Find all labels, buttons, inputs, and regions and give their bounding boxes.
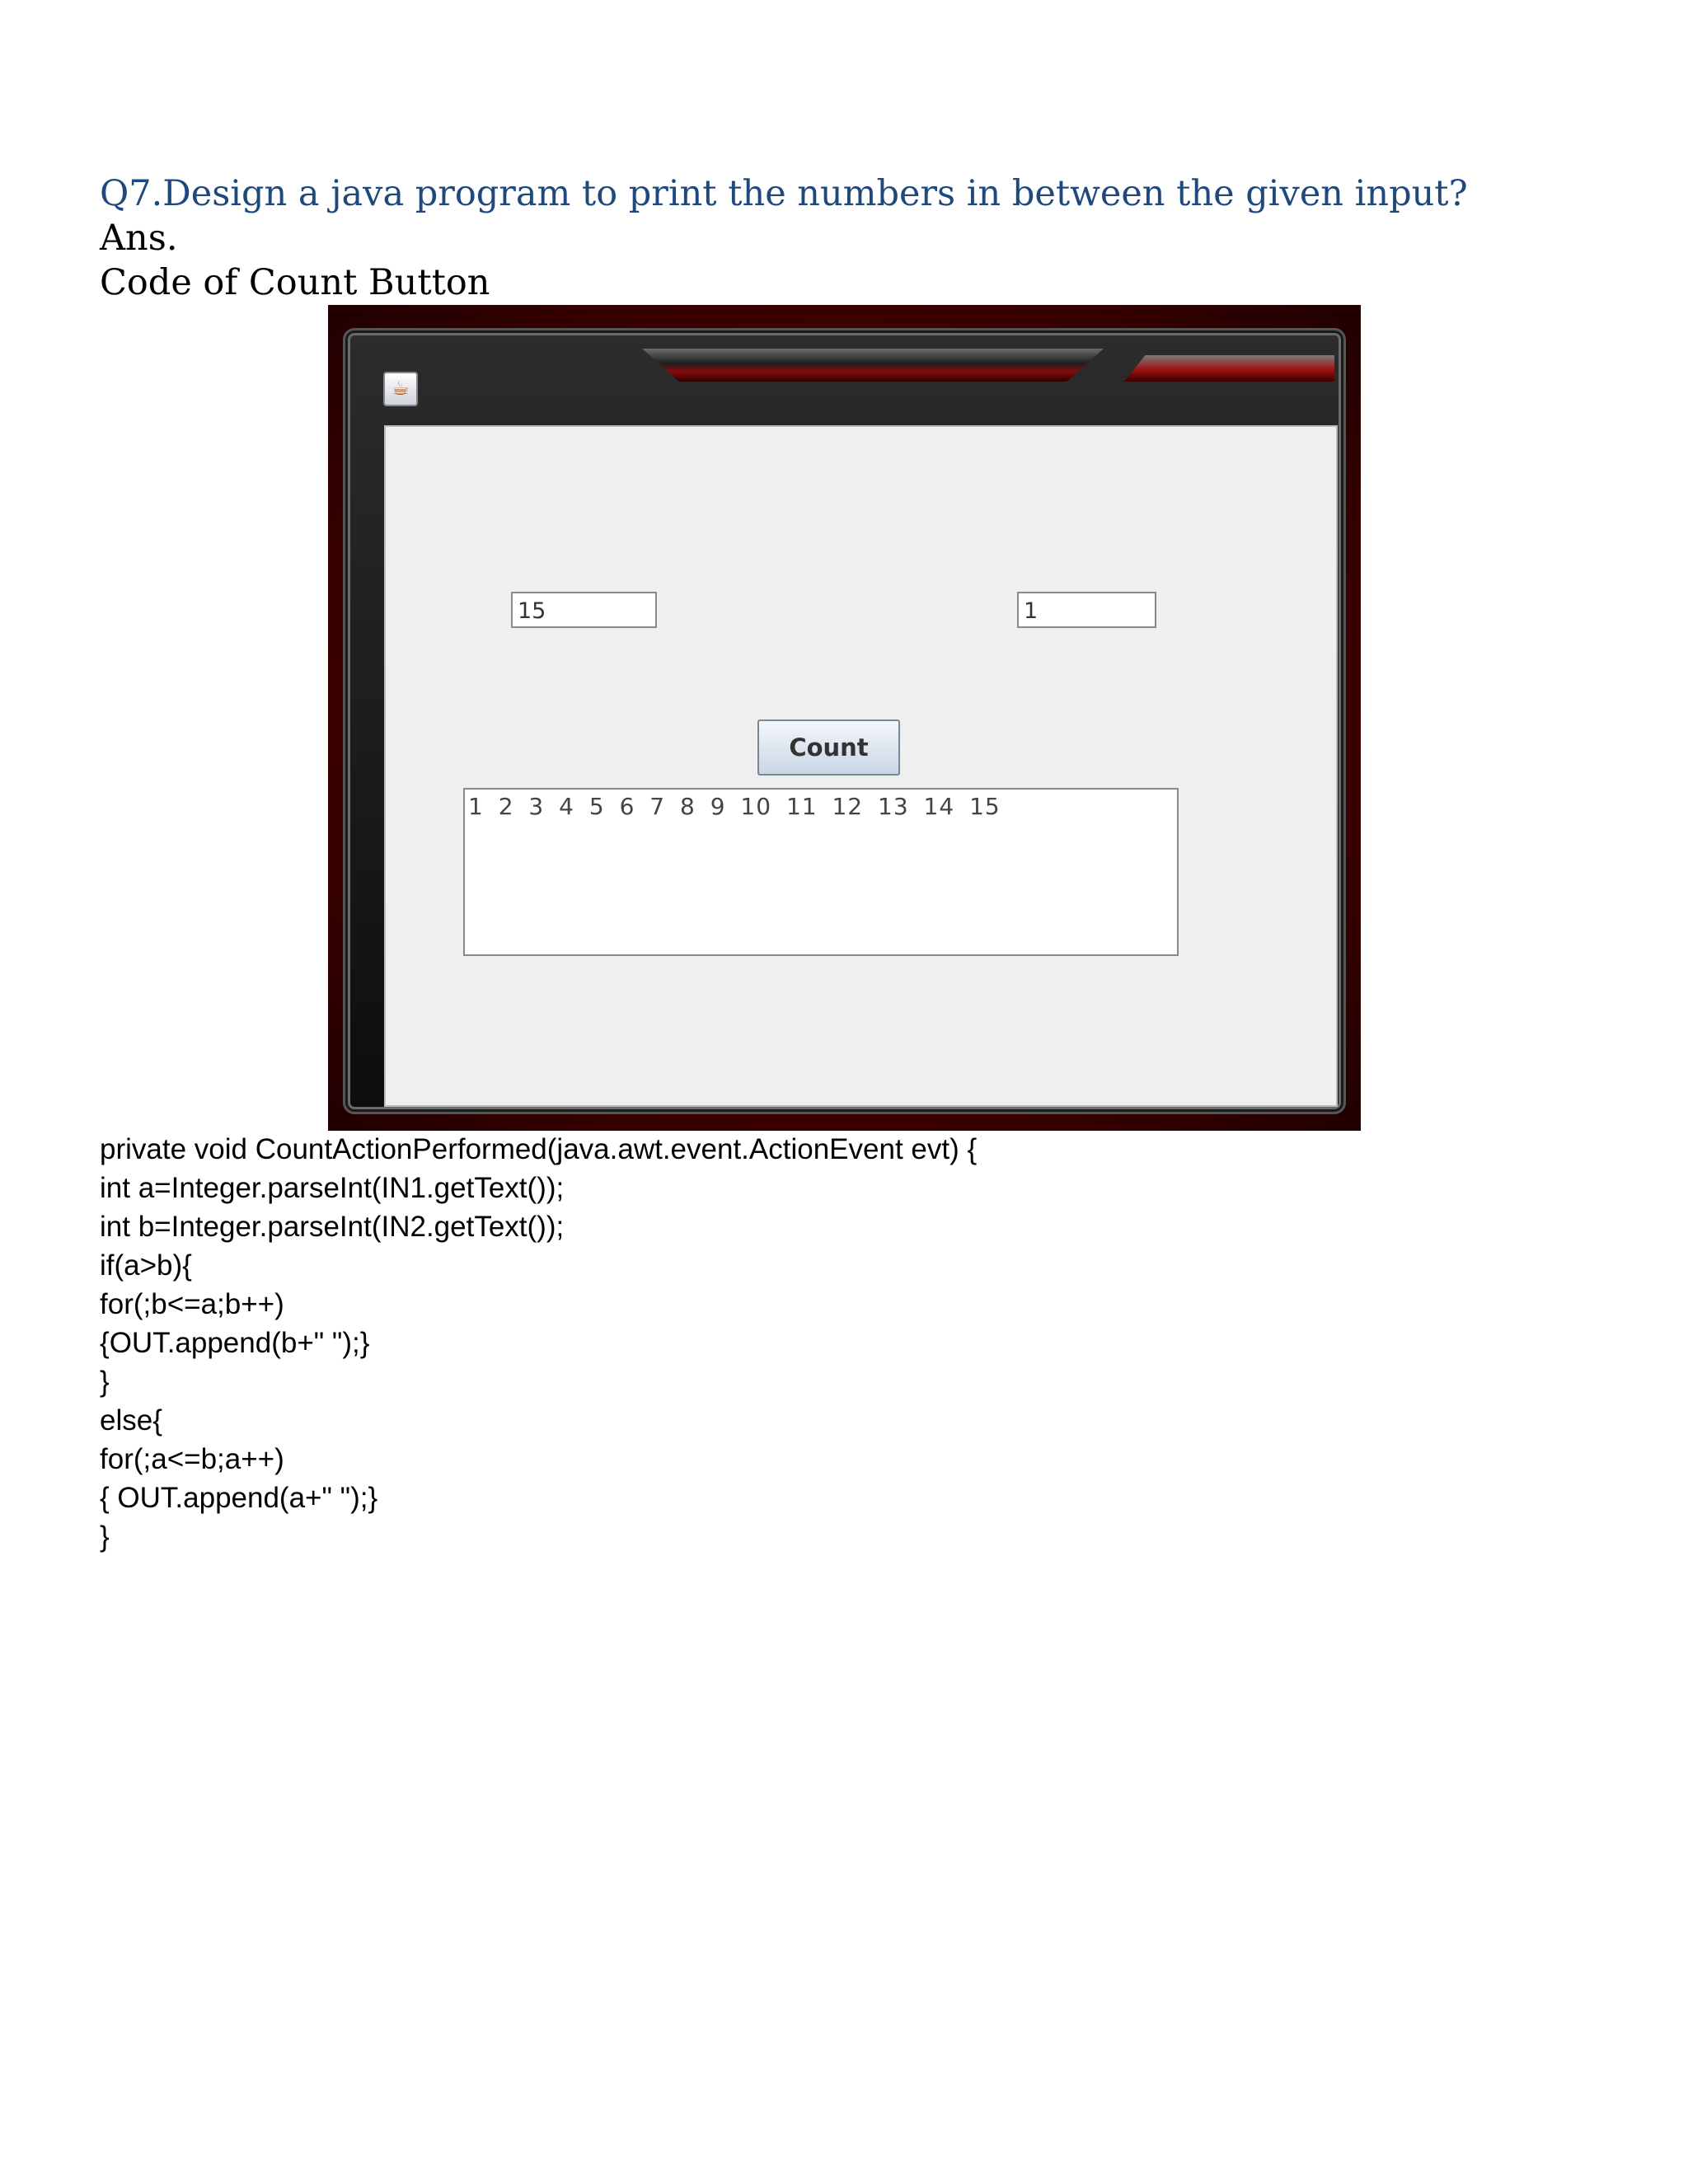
window-frame	[343, 328, 1346, 1114]
output-textarea[interactable]: 1 2 3 4 5 6 7 8 9 10 11 12 13 14 15	[463, 788, 1179, 956]
code-line: if(a>b){	[100, 1249, 192, 1282]
code-line: else{	[100, 1404, 162, 1436]
code-line: }	[100, 1366, 110, 1398]
code-line: private void CountActionPerformed(java.awt.event.ActionEvent evt) {	[100, 1133, 978, 1165]
code-heading: Code of Count Button	[100, 262, 490, 303]
code-listing	[100, 1130, 977, 1556]
titlebar-decoration	[642, 349, 1104, 382]
input-1-field[interactable]: 15	[511, 592, 657, 628]
question-heading: Q7.Design a java program to print the numbers in between the given input?	[100, 173, 1468, 214]
code-line: int a=Integer.parseInt(IN1.getText());	[100, 1172, 565, 1204]
code-line: int b=Integer.parseInt(IN2.getText());	[100, 1211, 565, 1243]
code-line: for(;a<=b;a++)	[100, 1443, 284, 1475]
code-line: for(;b<=a;b++)	[100, 1288, 284, 1320]
code-line: {OUT.append(b+" ");}	[100, 1327, 370, 1359]
answer-label: Ans.	[100, 218, 178, 259]
code-line: }	[100, 1521, 110, 1553]
titlebar-controls[interactable]	[1124, 355, 1334, 382]
java-app-screenshot	[328, 305, 1361, 1131]
code-line: { OUT.append(a+" ");}	[100, 1482, 378, 1514]
window-content	[384, 425, 1338, 1107]
java-cup-icon[interactable]: ☕	[383, 372, 418, 406]
count-button[interactable]: Count	[757, 719, 900, 776]
input-2-field[interactable]: 1	[1017, 592, 1156, 628]
